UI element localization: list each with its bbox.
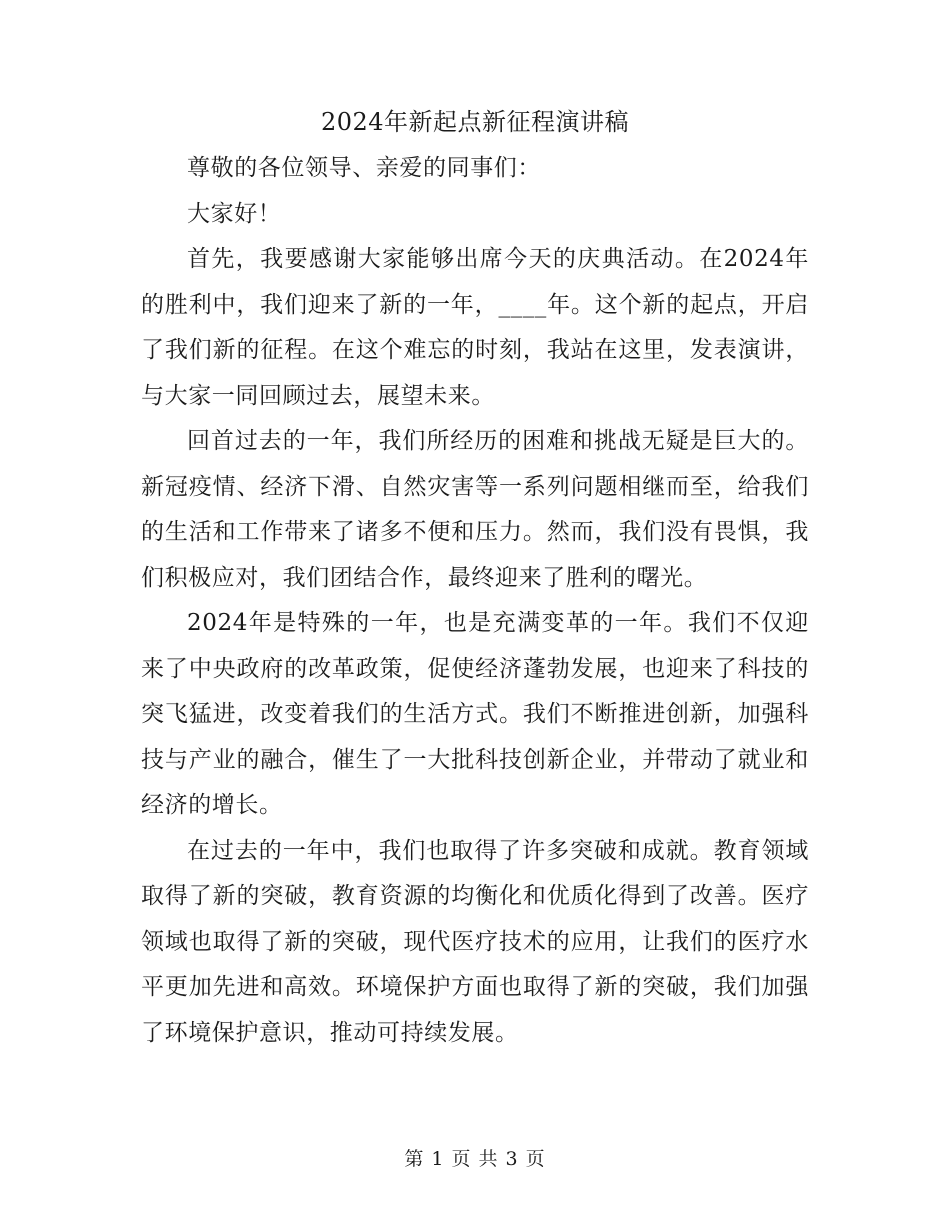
salutation: 尊敬的各位领导、亲爱的同事们： [187,155,541,181]
paragraph-intro: 首先，我要感谢大家能够出席今天的庆典活动。在2024年的胜利中，我们迎来了新的一年，____年。这个新的起点，开启了我们新的征程。在这个难忘的时刻，我站在这里，发表演讲，与大家一同回顾过去，展望未来。 [141,246,809,409]
page-number-footer: 第 1 页 共 3 页 [404,1148,546,1170]
greeting: 大家好！ [187,200,282,227]
paragraph-achievements: 在过去的一年中，我们也取得了许多突破和成就。教育领域取得了新的突破，教育资源的均衡化和优质化得到了改善。医疗领域也取得了新的突破，现代医疗技术的应用，让我们的医疗水平更加先进和高效。环境保护方面也取得了新的突破，我们加强了环境保护意识，推动可持续发展。 [141,837,809,1046]
paragraph-review: 回首过去的一年，我们所经历的困难和挑战无疑是巨大的。新冠疫情、经济下滑、自然灾害等一系列问题相继而至，给我们的生活和工作带来了诸多不便和压力。然而，我们没有畏惧，我们积极应对，我们团结合作，最终迎来了胜利的曙光。 [141,428,809,591]
document-title: 2024年新起点新征程演讲稿 [320,108,630,136]
paragraph-reform: 2024年是特殊的一年，也是充满变革的一年。我们不仅迎来了中央政府的改革政策，促使经济蓬勃发展，也迎来了科技的突飞猛进，改变着我们的生活方式。我们不断推进创新，加强科技与产业的融合，催生了一大批科技创新企业，并带动了就业和经济的增长。 [141,610,809,818]
document-body [141,146,809,1056]
